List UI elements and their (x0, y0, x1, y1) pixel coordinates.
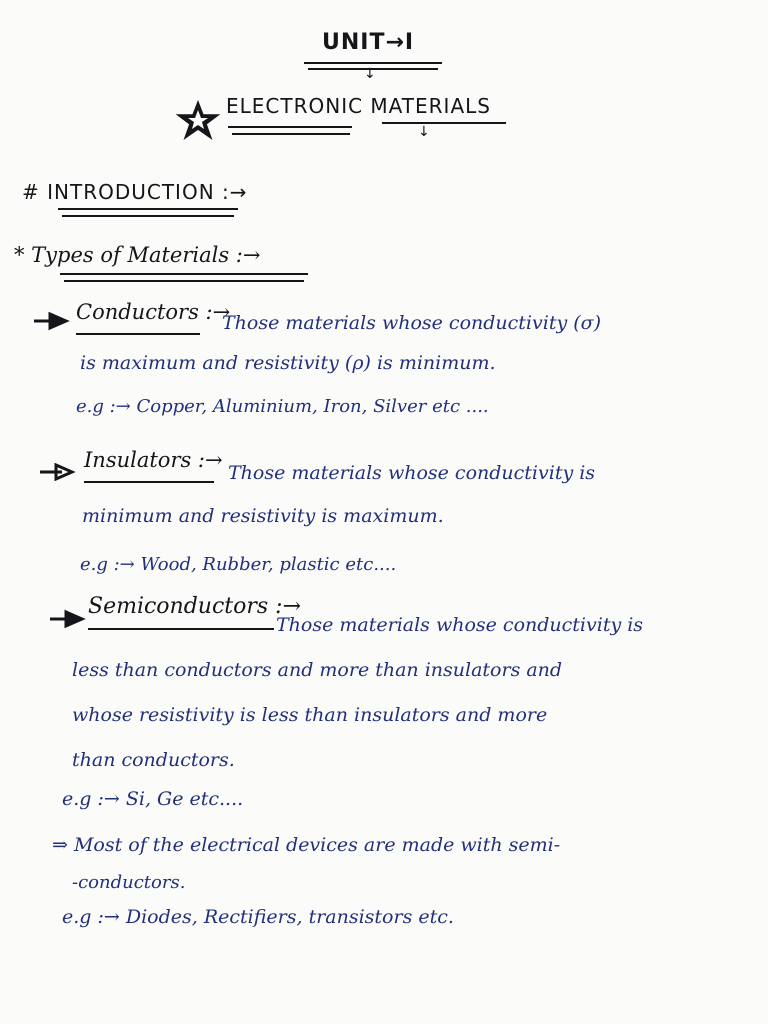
types-underline (60, 273, 308, 275)
bullet-arrow-icon (32, 311, 72, 331)
introduction-heading: # INTRODUCTION :→ (22, 180, 248, 204)
devices-note: ⇒ Most of the electrical devices are made with semi- (52, 834, 561, 856)
bullet-arrow-icon (38, 462, 78, 482)
down-arrow-icon: ↓ (364, 66, 376, 82)
conductors-definition-line: is maximum and resistivity (ρ) is minimum. (80, 352, 496, 374)
main-title: ELECTRONIC MATERIALS (226, 94, 491, 118)
main-title-underline (232, 133, 350, 135)
semiconductors-definition-line: Those materials whose conductivity is (276, 614, 644, 636)
star-icon (176, 100, 220, 140)
semiconductors-definition-line: than conductors. (72, 749, 235, 771)
insulators-heading: Insulators :→ (84, 448, 223, 472)
title-underline (304, 62, 442, 64)
conductors-underline (76, 333, 200, 335)
conductors-example: e.g :→ Copper, Aluminium, Iron, Silver etc .... (76, 396, 489, 417)
semiconductors-example: e.g :→ Si, Ge etc.... (62, 788, 244, 810)
insulators-underline (84, 481, 214, 483)
types-underline (64, 280, 304, 282)
insulators-example: e.g :→ Wood, Rubber, plastic etc.... (80, 554, 397, 575)
insulators-definition-line: minimum and resistivity is maximum. (82, 505, 444, 527)
types-heading: * Types of Materials :→ (14, 243, 261, 267)
devices-note: -conductors. (72, 872, 186, 893)
introduction-underline (62, 215, 234, 217)
insulators-definition-line: Those materials whose conductivity is (228, 462, 596, 484)
semiconductors-heading: Semiconductors :→ (88, 594, 302, 619)
unit-title: UNIT→I (322, 30, 415, 55)
introduction-underline (58, 208, 238, 210)
conductors-definition-line: Those materials whose conductivity (σ) (222, 312, 602, 334)
devices-example: e.g :→ Diodes, Rectifiers, transistors etc. (62, 906, 454, 928)
main-title-underline (228, 126, 352, 128)
main-title-underline (382, 122, 506, 124)
bullet-arrow-icon (48, 609, 88, 629)
semiconductors-underline (88, 628, 274, 630)
conductors-heading: Conductors :→ (76, 300, 231, 324)
down-arrow-icon: ↓ (418, 124, 430, 140)
semiconductors-definition-line: less than conductors and more than insulators and (72, 659, 563, 681)
semiconductors-definition-line: whose resistivity is less than insulators and more (72, 704, 548, 726)
